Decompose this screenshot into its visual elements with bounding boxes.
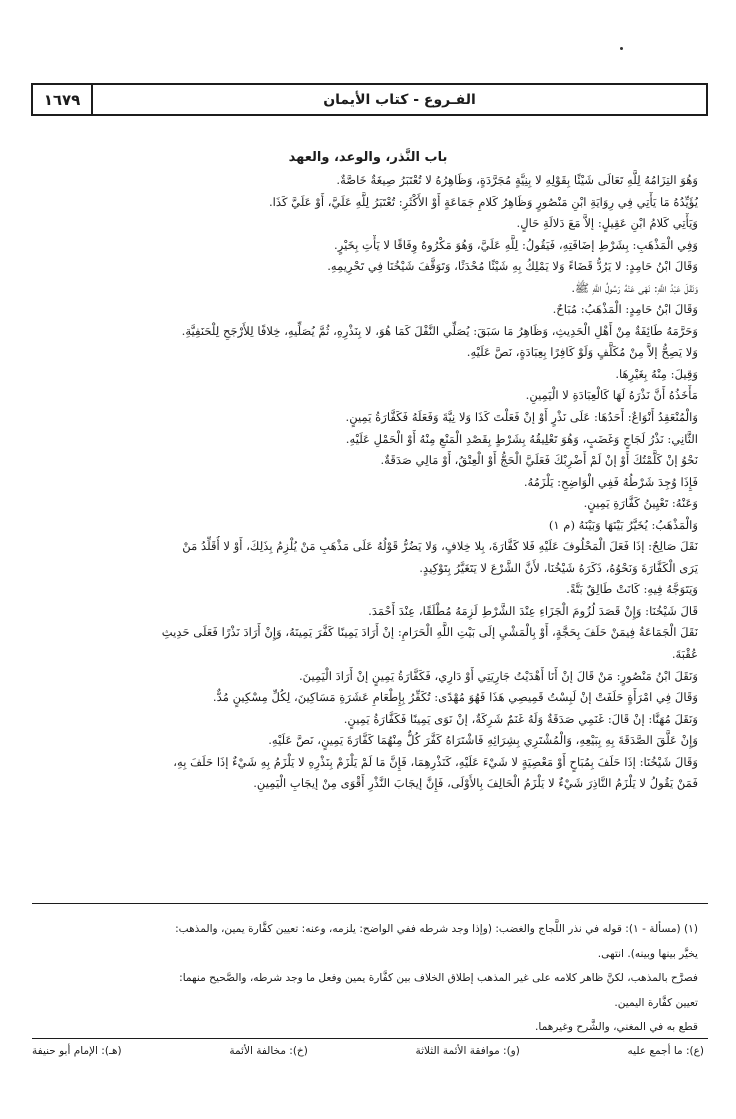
text-line: وَلا يَصِحُّ إلاَّ مِنْ مُكَلَّفٍ وَلَوْ كَافِرًا بِعِبَادَةٍ، نَصَّ عَلَيْهِ. <box>466 345 698 360</box>
text-line: وَعَنْهُ: تَعْيِينُ كَفَّارَةِ يَمِينٍ. <box>583 496 698 511</box>
legend-item: (خ): مخالفة الأئمة <box>229 1045 308 1057</box>
text-line: وَالْمَذْهَبُ: يُخَيَّرُ بَيْنَهَا وَبَيْنَهُ (م ١) <box>548 517 698 532</box>
footnote-line: قطع به في المغني، والشَّرح وغيرهما. <box>534 1021 698 1033</box>
footnote-line: (١) (مسألة - ١): قوله في نذر اللَّجاج والغضب: (وإذا وجد شرطه ففي الواضح: يلزمه، وعنه: تعيين كفَّارة يمين، والمذهب: <box>175 923 698 935</box>
text-line: وَقِيلَ: مِنْهُ بِغَيْرِهَا. <box>615 366 698 381</box>
running-title: الفـروع - كتاب الأيمان <box>323 91 476 108</box>
text-line: وَقَالَ شَيْخُنَا: إذَا حَلَفَ بِمُبَاحٍ أَوْ مَعْصِيَةٍ لا شَيْءَ عَلَيْهِ، كَنَذْرِهِمَا، فَإِنَّ مَا لَمْ يَلْزَمْ بِنَذْرِهِ لا يَلْزَمُ بِهِ شَيْءٌ إذَا حَلَفَ بِهِ، <box>173 754 698 769</box>
legend-item: (و): موافقة الأئمة الثلاثة <box>415 1045 520 1057</box>
text-line: وَقَالَ ابْنُ حَامِدٍ: لا يَرُدُّ قَضَاءً وَلا يَمْلِكُ بِهِ شَيْئًا مُحْدَثًا، وَتَوَقَّفَ شَيْخُنَا فِي تَحْرِيمِهِ. <box>327 259 698 274</box>
text-line: وَنَقَلَ مُهَنَّا: إنْ قَالَ: غَنَمِي صَدَقَةٌ وَلَهُ غَنَمٌ شَرِكَةٌ، إنْ نَوَى يَمِينًا فَكَفَّارَةُ يَمِينٍ. <box>343 711 698 726</box>
scan-speck <box>620 47 623 50</box>
text-line: وَإِنْ عَلَّقَ الصَّدَقَةَ بِهِ بِبَيْعِهِ، وَالْمُشْتَرِي بِشِرَائِهِ فَاشْتَرَاهُ كَفَّرَ كُلٌّ مِنْهُمَا كَفَّارَةَ يَمِينٍ، نَصَّ عَلَيْهِ. <box>268 733 698 748</box>
text-line: وَفِي الْمَذْهَبِ: بِشَرْطِ إضَافَتِهِ، فَيَقُولُ: لِلَّهِ عَلَيَّ، وَهُوَ مَكْرُوهٌ وِفَاقًا لا يَأْتِ بِخَيْرٍ. <box>334 237 698 252</box>
text-line: وَقَالَ فِي امْرَأَةٍ حَلَفَتْ إنْ لَبِسْتُ قَمِيصِي هَذَا فَهُوَ مُهْدًى: تُكَفِّرُ بِإِطْعَامِ عَشَرَةِ مَسَاكِينَ، لِكُلِّ مِسْكِينٍ مُدٌّ. <box>212 690 698 705</box>
text-line: الثَّانِي: نَذْرُ لَجَاجٍ وَغَضَبٍ، وَهُوَ تَعْلِيقُهُ بِشَرْطٍ بِقَصْدِ الْمَنْعِ مِنْهُ أَوْ الْحَمْلِ عَلَيْهِ. <box>345 431 698 446</box>
text-line: وَهُوَ التِزَامُهُ لِلَّهِ تَعَالَى شَيْئًا بِقَوْلِهِ لا بِنِيَّةٍ مُجَرَّدَةٍ، وَظَاهِرُهُ لا تُعْتَبَرُ صِيغَةٌ خَاصَّةٌ. <box>336 173 698 187</box>
page-number: ١٦٧٩ <box>33 85 93 114</box>
chapter-title: باب النَّذر، والوعد، والعهد <box>288 150 448 165</box>
text-line: فَإِذَا وُجِدَ شَرْطُهُ فَفِي الْوَاضِحِ: يَلْزَمُهُ. <box>523 474 698 489</box>
text-line: وَالْمُنْعَقِدُ أَنْوَاعٌ: أَحَدُهَا: عَلَى نَذْرٍ أَوْ إنْ فَعَلْتَ كَذَا وَلا نِيَّةَ وَفَعَلَهُ فَكَفَّارَةُ يَمِينٍ. <box>345 410 698 425</box>
text-line: وَقَالَ ابْنُ حَامِدٍ: الْمَذْهَبُ: مُبَاحٌ. <box>552 302 698 317</box>
footnote <box>38 917 698 1040</box>
text-line: نَقَلَ صَالِحٌ: إذَا فَعَلَ الْمَحْلُوفَ عَلَيْهِ فَلا كَفَّارَةَ، بِلا خِلافٍ، وَلا يَضُرُّ قَوْلُهُ عَلَى مَذْهَبِ مَنْ يُلْزِمُ بِذَلِكَ، أَوْ لا أُقَلِّدُ مَنْ <box>182 539 698 554</box>
footnote-line: تعيين كفَّارة اليمين. <box>614 996 698 1009</box>
text-line: مَأْخَذُهُ أَنَّ نَذْرَهُ لَهَا كَالْعِبَادَةِ لا الْيَمِينِ. <box>525 388 698 403</box>
text-line: وَحَرَّمَهُ طَائِفَةٌ مِنْ أَهْلِ الْحَدِيثِ، وَظَاهِرُ مَا سَبَقَ: يُصَلِّي النَّفْلَ كَمَا هُوَ، لا بِنَذْرِهِ، ثُمَّ يُصَلِّيهِ، خِلافًا لِلأَرْجَحِ لِلْحَنَفِيَّةِ. <box>181 323 698 338</box>
text-line: فَمَنْ يَقُولُ لا يَلْزَمُ النَّاذِرَ شَيْءٌ لا يَلْزَمُ الْحَالِفَ بِالأَوْلَى، فَإِنَّ إيجَابَ النَّذْرِ أَقْوَى مِنْ إيجَابِ الْيَمِينِ. <box>253 776 698 791</box>
text-line: نَحْوُ إنْ كَلَّمْتُكَ أَوْ إنْ لَمْ أَضْرِبْكَ فَعَلَيَّ الْحَجُّ أَوْ الْعِتْقُ، أَوْ مَالِي صَدَقَةٌ. <box>380 453 698 468</box>
text-line: نَقَلَ الْجَمَاعَةُ فِيمَنْ حَلَفَ بِحَجَّةٍ، أَوْ بِالْمَشْيِ إلَى بَيْتِ اللَّهِ الْحَرَامِ: إنْ أَرَادَ يَمِينًا كَفَّرَ يَمِينَهُ، وَإِنْ أَرَادَ نَذْرًا فَعَلَى حَدِيثِ <box>161 625 698 640</box>
page-header <box>31 83 708 116</box>
text-line: وَيَأْتِي كَلامُ ابْنِ عَقِيلٍ: إلاَّ مَعَ دَلالَةِ حَالٍ. <box>516 216 698 231</box>
abbreviation-legend <box>32 1040 704 1062</box>
text-line: قَالَ شَيْخُنَا: وَإِنْ قَصَدَ لُزُومَ الْجَزَاءِ عِنْدَ الشَّرْطِ لَزِمَهُ مُطْلَقًا، عِنْدَ أَحْمَدَ. <box>368 603 698 618</box>
text-line: وَيَتَوَجَّهُ فِيهِ: كَانَتْ طَالِقٌ بَتَّةً. <box>566 582 698 597</box>
main-text <box>38 170 698 795</box>
text-line: يَرَى الْكَفَّارَةَ وَنَحْوُهُ، ذَكَرَهُ شَيْخُنَا، لأَنَّ الشَّرْعَ لا يَتَغَيَّرُ بِتَوْكِيدٍ. <box>419 560 698 575</box>
text-line: يُؤَيِّدُهُ مَا يَأْتِي فِي رِوَايَةِ ابْنِ مَنْصُورٍ وَظَاهِرُ كَلامِ جَمَاعَةٍ أَوْ الأَكْثَرِ: تُعْتَبَرُ لِلَّهِ عَلَيَّ، أَوْ عَلَيَّ كَذَا. <box>268 194 698 209</box>
text-line: وَنَقَلَ عَبْدُ اللَّهِ: نَهَى عَنْهُ رَسُولُ اللَّهِ ﷺ. <box>571 280 698 295</box>
footnote-line: فصرَّح بالمذهب، لكنَّ ظاهر كلامه على غير المذهب إطلاق الخلاف بين كفَّارة يمين وفعل ما وجد شرطه، والصَّحيح منهما: <box>179 972 698 984</box>
text-line: وَنَقَلَ ابْنُ مَنْصُورٍ: مَنْ قَالَ إنْ أَنَا أَهْدَيْتُ جَارِيَتِي أَوْ دَارِي، فَكَفَّارَةُ يَمِينٍ إنْ أَرَادَ الْيَمِينَ. <box>298 668 698 683</box>
text-line: عُقْبَةَ. <box>671 647 698 662</box>
legend-item: (ع): ما أجمع عليه <box>627 1045 704 1057</box>
legend-item: (هـ): الإمام أبو حنيفة <box>32 1045 122 1057</box>
legend-divider <box>32 1038 708 1039</box>
footnote-divider <box>32 903 708 904</box>
footnote-line: يخيَّر بينها وبينه). انتهى. <box>597 947 698 960</box>
